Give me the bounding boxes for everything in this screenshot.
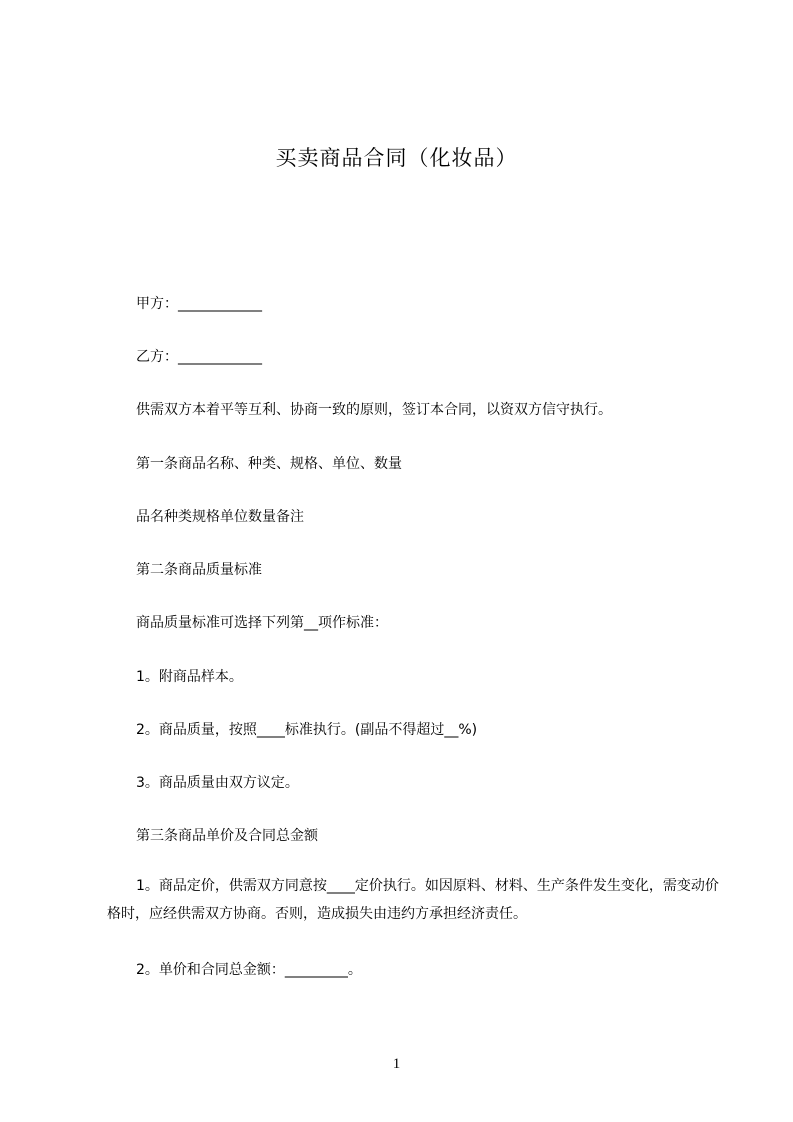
page-number: 1	[392, 1056, 401, 1072]
article-3-heading: 第三条商品单价及合同总金额	[136, 828, 318, 844]
party-b-line: 乙方：____________	[136, 349, 262, 365]
article-3-item-1: 1。商品定价，供需双方同意按____定价执行。如因原料、材料、生产条件发生变化，需变动价格时，应经供需双方协商。否则，造成损失由违约方承担经济责任。	[107, 878, 719, 922]
article-2-heading: 第二条商品质量标准	[136, 562, 262, 578]
article-1-columns: 品名种类规格单位数量备注	[136, 509, 304, 525]
article-2-item-3: 3。商品质量由双方议定。	[136, 775, 299, 791]
document-title: 买卖商品合同（化妆品）	[275, 146, 518, 170]
article-2-intro: 商品质量标准可选择下列第__项作标准：	[136, 615, 388, 631]
article-2-item-1: 1。附商品样本。	[136, 669, 243, 685]
party-a-line: 甲方：____________	[136, 296, 262, 312]
article-1-heading: 第一条商品名称、种类、规格、单位、数量	[136, 456, 402, 472]
article-3-item-2: 2。单价和合同总金额：_________。	[136, 962, 362, 978]
article-2-item-2: 2。商品质量，按照____标准执行。(副品不得超过__%)	[136, 722, 478, 738]
intro-paragraph: 供需双方本着平等互利、协商一致的原则，签订本合同，以资双方信守执行。	[136, 402, 612, 418]
